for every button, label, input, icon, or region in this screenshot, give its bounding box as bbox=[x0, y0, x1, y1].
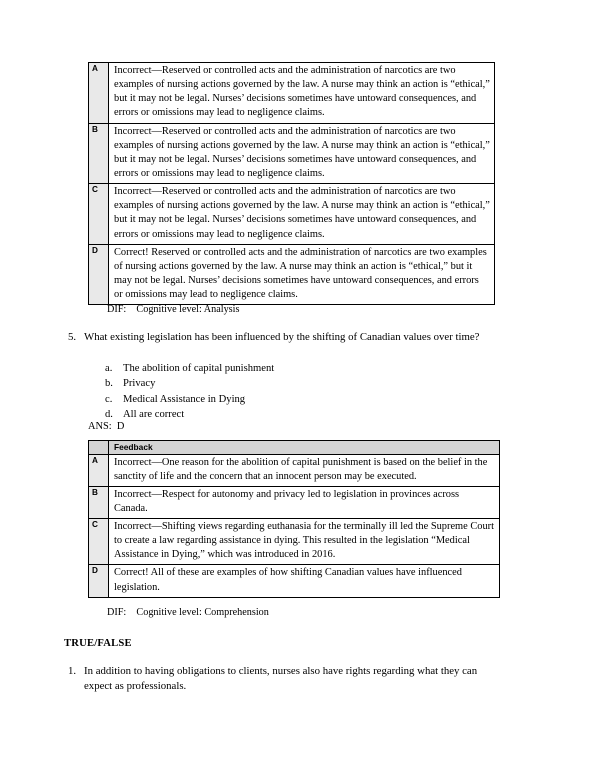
option-letter-cell: D bbox=[89, 565, 109, 597]
question-number: 1. bbox=[68, 665, 77, 677]
option-letter-cell: D bbox=[89, 244, 109, 305]
feedback-cell: Incorrect—Respect for autonomy and privacy led to legislation in provinces across Canada. bbox=[109, 486, 500, 518]
option-letter: c. bbox=[105, 393, 113, 405]
option-letter-cell: B bbox=[89, 486, 109, 518]
option-letter: a. bbox=[105, 363, 113, 374]
question-stem: In addition to having obligations to clients, nurses also have rights regarding what they can expect as professionals. bbox=[84, 665, 478, 693]
table-row bbox=[89, 565, 500, 597]
option-letter-cell: C bbox=[89, 519, 109, 565]
feedback-cell: Incorrect—One reason for the abolition of capital punishment is based on the belief in the sanctity of life and the concern that an innocent person may be executed. bbox=[109, 454, 500, 486]
table-row bbox=[89, 244, 495, 305]
table-row bbox=[89, 486, 500, 518]
option-text: Privacy bbox=[123, 378, 156, 390]
question-number: 5. bbox=[68, 331, 77, 343]
question-4-feedback-table bbox=[88, 62, 495, 305]
dif-line-comprehension: DIF: Cognitive level: Comprehension bbox=[107, 607, 269, 618]
feedback-cell: Incorrect—Reserved or controlled acts and the administration of narcotics are two examples of nursing actions governed by the law. A nurse may think an action is “ethical,” but it may not be legal. Nurses’ decisions sometimes have untoward consequences, and errors or omissions may lead to negligence claims. bbox=[109, 63, 495, 124]
feedback-cell: Correct! Reserved or controlled acts and the administration of narcotics are two examples of nursing actions governed by the law. A nurse may think an action is “ethical,” but it may not be legal. Nurses’ decisions sometimes have untoward consequences, and errors or omissions may lead to negligence claims. bbox=[109, 244, 495, 305]
option-text: Medical Assistance in Dying bbox=[123, 393, 246, 405]
option-letter: b. bbox=[105, 378, 113, 390]
table-header-row bbox=[89, 441, 500, 455]
feedback-cell: Incorrect—Shifting views regarding euthanasia for the terminally ill led the Supreme Court to create a law regarding assistance in dying. This resulted in the legislation “Medical Assistance in Dying,” which was introduced in 2016. bbox=[109, 519, 500, 565]
option-letter-cell: C bbox=[89, 184, 109, 245]
option-letter-cell: A bbox=[89, 63, 109, 124]
table-row bbox=[89, 519, 500, 565]
header-feedback-cell: Feedback bbox=[109, 441, 500, 455]
option-letter: d. bbox=[105, 408, 113, 420]
list-item bbox=[105, 361, 495, 376]
list-item bbox=[105, 407, 495, 422]
list-item bbox=[105, 392, 495, 407]
answer-line: ANS: D bbox=[88, 421, 125, 432]
table-row bbox=[89, 123, 495, 184]
question-stem: What existing legislation has been influenced by the shifting of Canadian values over time? bbox=[84, 331, 480, 343]
question-5-options bbox=[105, 361, 495, 422]
feedback-cell: Correct! All of these are examples of how shifting Canadian values have influenced legislation. bbox=[109, 565, 500, 597]
question-5 bbox=[64, 330, 494, 345]
feedback-cell: Incorrect—Reserved or controlled acts and the administration of narcotics are two examples of nursing actions governed by the law. A nurse may think an action is “ethical,” but it may not be legal. Nurses’ decisions sometimes have untoward consequences, and errors or omissions may lead to negligence claims. bbox=[109, 123, 495, 184]
feedback-cell: Incorrect—Reserved or controlled acts and the administration of narcotics are two examples of nursing actions governed by the law. A nurse may think an action is “ethical,” but it may not be legal. Nurses’ decisions sometimes have untoward consequences, and errors or omissions may lead to negligence claims. bbox=[109, 184, 495, 245]
option-text: All are correct bbox=[123, 408, 185, 420]
option-letter-cell: A bbox=[89, 454, 109, 486]
list-item bbox=[105, 376, 495, 391]
header-blank-cell bbox=[89, 441, 109, 455]
question-tf-1 bbox=[64, 664, 499, 695]
table-row bbox=[89, 184, 495, 245]
question-5-feedback-table bbox=[88, 440, 500, 598]
option-letter-cell: B bbox=[89, 123, 109, 184]
section-heading-true-false: TRUE/FALSE bbox=[64, 638, 132, 649]
dif-line-analysis: DIF: Cognitive level: Analysis bbox=[107, 304, 240, 315]
option-text: The abolition of capital punishment bbox=[123, 363, 275, 374]
table-row bbox=[89, 63, 495, 124]
table-row bbox=[89, 454, 500, 486]
